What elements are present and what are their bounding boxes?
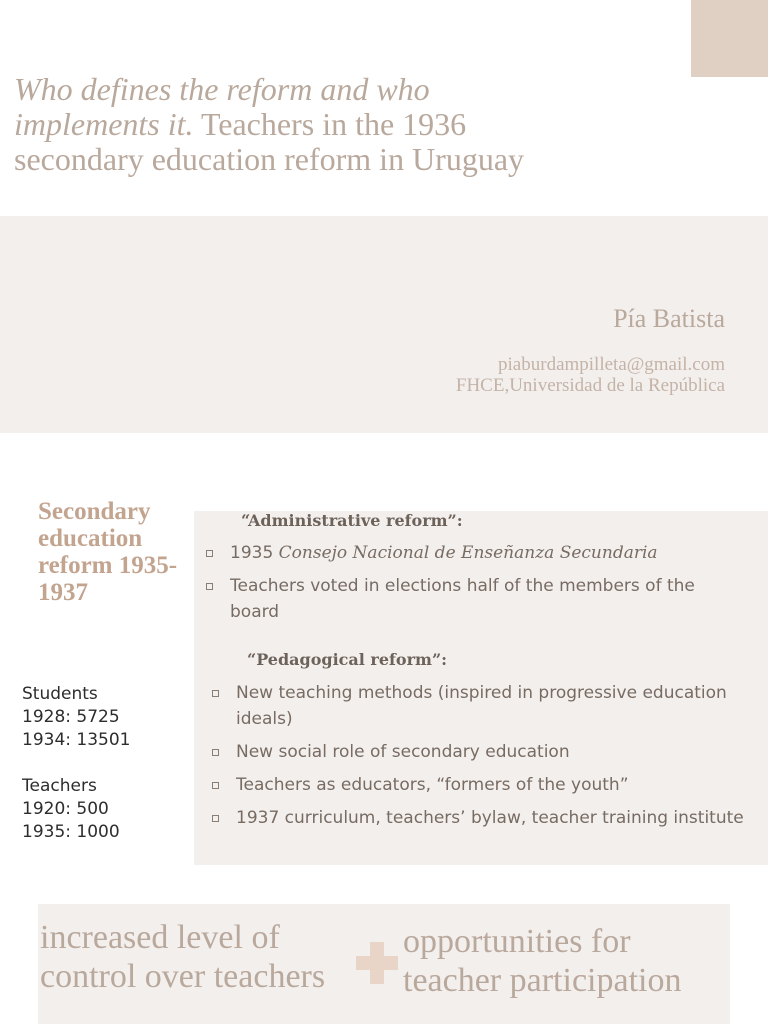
students-label: Students [22,684,98,704]
stats-panel [22,683,130,844]
list-item [206,540,726,566]
ped-item-text: Teachers as educators, “formers of the youth” [236,775,629,795]
bullet-icon [206,583,213,590]
pedagogical-list [212,680,752,838]
list-item [212,680,752,732]
bullet-icon [212,815,219,822]
author-affiliation: FHCE,Universidad de la República [455,375,725,396]
list-item [212,739,752,765]
conclusion-right: opportunities for teacher participation [403,923,682,999]
list-item [212,805,752,831]
admin-item-elections: Teachers voted in elections half of the members of the board [230,576,695,622]
author-name: Pía Batista [613,304,725,333]
list-item [206,573,726,625]
page-title [14,72,574,177]
administrative-heading: “Administrative reform”: [241,511,463,530]
students-1928: 1928: 5725 [22,707,120,727]
pedagogical-heading: “Pedagogical reform”: [247,650,448,669]
teachers-label: Teachers [22,776,97,796]
list-item [212,772,752,798]
bullet-icon [206,550,213,557]
corner-decoration [691,0,768,77]
ped-item-text: New teaching methods (inspired in progressive education ideals) [236,683,727,729]
plus-icon [356,942,398,984]
section-heading: Secondary education reform 1935-1937 [38,498,178,606]
bullet-icon [212,690,219,697]
admin-item-prefix: 1935 [230,543,279,563]
teachers-1920: 1920: 500 [22,799,109,819]
teachers-1935: 1935: 1000 [22,822,120,842]
admin-item-council: Consejo Nacional de Enseñanza Secundaria [278,543,658,563]
bullet-icon [212,749,219,756]
title-italic: Who defines the reform and who implements it. [14,71,430,142]
conclusion-left: increased level of control over teachers [40,919,326,995]
students-1934: 1934: 13501 [22,730,131,750]
author-email: piaburdampilleta@gmail.com [498,354,725,375]
bullet-icon [212,782,219,789]
administrative-list [206,540,726,632]
ped-item-text: New social role of secondary education [236,742,570,762]
ped-item-text: 1937 curriculum, teachers’ bylaw, teacher training institute [236,808,744,828]
title-regular: Teachers in the 1936 secondary education reform in Uruguay [14,106,525,177]
